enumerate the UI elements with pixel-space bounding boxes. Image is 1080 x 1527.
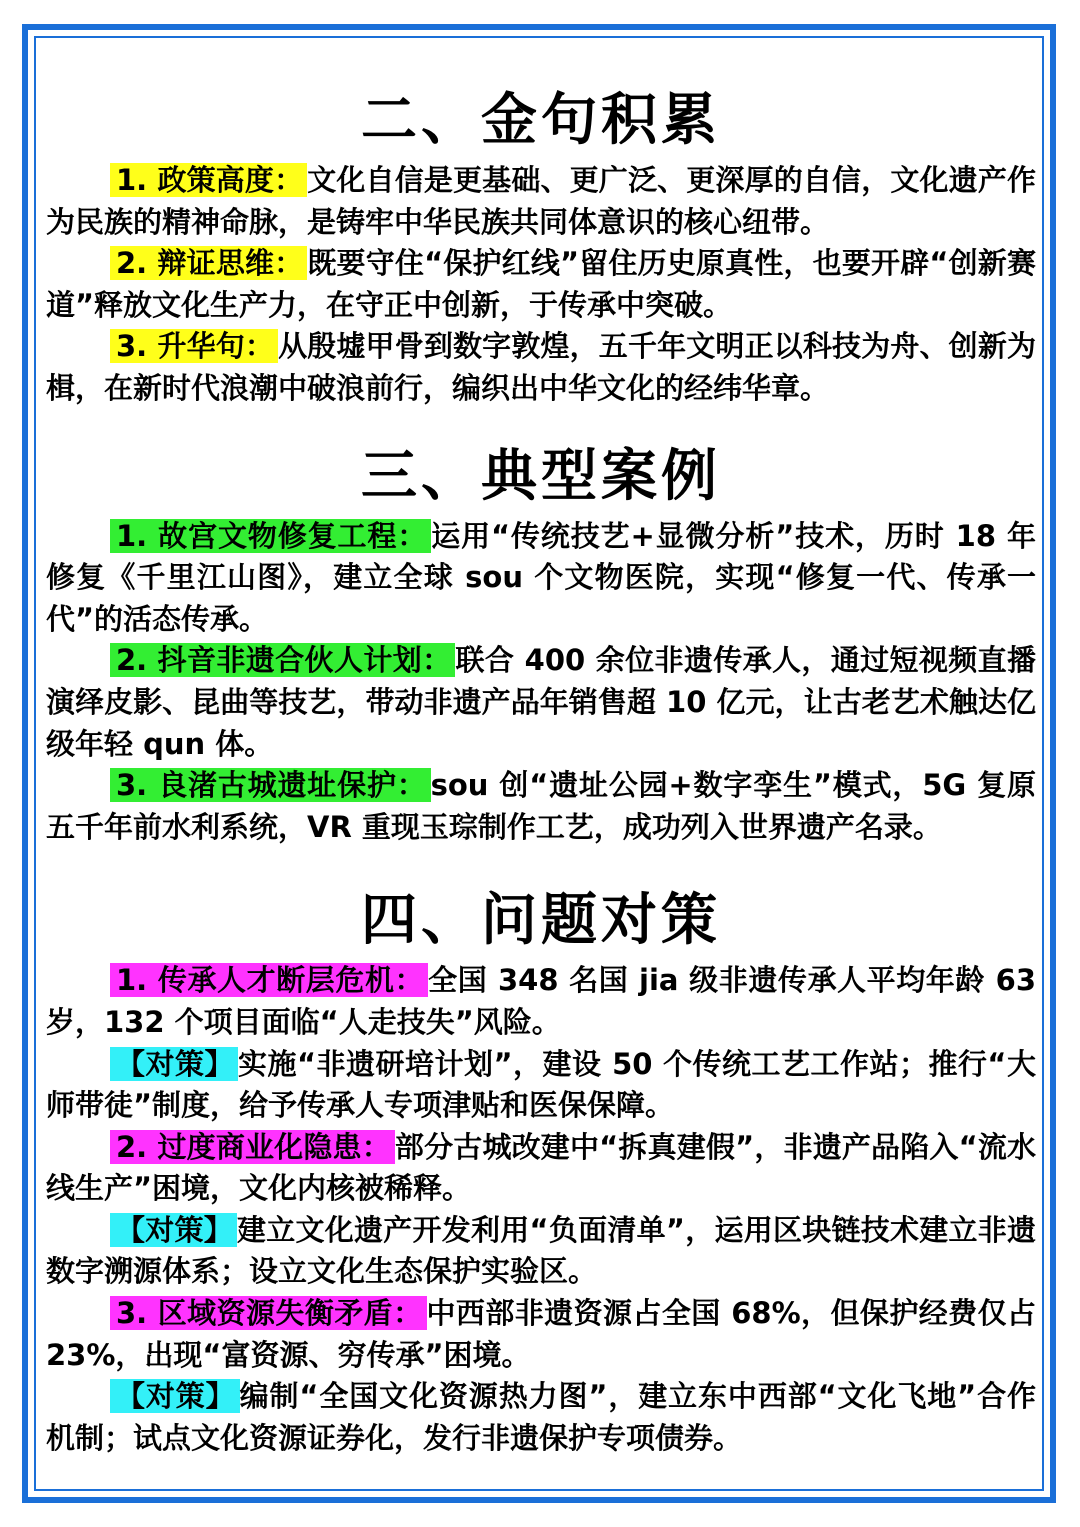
paragraph [46,1044,1036,1127]
section-title: 三、典型案例 [361,442,721,509]
section-title: 二、金句积累 [361,87,721,153]
highlight-label: 2. 辩证思维： [110,246,307,280]
paragraph-text: 运用“传统技艺+显微分析”技术，历时 18 年修复《千里江山图》，建立全球 sou 个文物医院，实现“修复一代、传承一代”的活态传承。 [46,518,1036,636]
highlight-label: 1. 传承人才断层危机： [110,963,428,997]
section-golden-sentences [46,80,1036,410]
paragraph-text: 从殷墟甲骨到数字敦煌，五千年文明正以科技为舟、创新为楫，在新时代浪潮中破浪前行，编织出中华文化的经纬华章。 [46,329,1036,405]
highlight-label: 2. 抖音非遗合伙人计划： [110,643,455,677]
paragraph-text: 部分古城改建中“拆真建假”，非遗产品陷入“流水线生产”困境，文化内核被稀释。 [46,1129,1037,1206]
paragraph-text: 全国 348 名国 jia 级非遗传承人平均年龄 63 岁，132 个项目面临“人走技失”风险。 [46,963,1037,1039]
paragraph-text: 既要守住“保护红线”留住历史原真性，也要开辟“创新赛道”释放文化生产力，在守正中创新，于传承中突破。 [46,246,1036,322]
highlight-label: 3. 区域资源失衡矛盾： [110,1296,427,1330]
paragraph-text: 建立文化遗产开发利用“负面清单”，运用区块链技术建立非遗数字溯源体系；设立文化生态保护实验区。 [46,1212,1036,1289]
paragraph [46,160,1036,243]
highlight-label: 1. 政策高度： [110,163,307,197]
paragraph [46,516,1036,641]
paragraph [46,1293,1036,1376]
highlight-label: 3. 升华句： [110,329,278,363]
paragraph [46,640,1036,765]
section-typical-cases [46,436,1036,849]
paragraph [46,960,1036,1043]
paragraph-text: 中西部非遗资源占全国 68%，但保护经费仅占 23%，出现“富资源、穷传承”困境。 [46,1296,1036,1372]
paragraph [46,1376,1036,1459]
paragraph-text: 联合 400 余位非遗传承人，通过短视频直播演绎皮影、昆曲等技艺，带动非遗产品年销售超 10 亿元，让古老艺术触达亿级年轻 qun 体。 [46,643,1036,761]
highlight-label: 3. 良渚古城遗址保护： [110,768,431,802]
paragraph [46,243,1036,326]
section-title: 四、问题对策 [361,887,721,954]
highlight-label: 1. 故宫文物修复工程： [110,519,431,553]
paragraph-text: 编制“全国文化资源热力图”，建立东中西部“文化飞地”合作机制；试点文化资源证券化，发行非遗保护专项债券。 [46,1379,1036,1455]
paragraph [46,1127,1036,1210]
paragraph [46,1210,1036,1293]
countermeasure-label: 【对策】 [110,1213,237,1247]
document-body [46,80,1036,1459]
highlight-label: 2. 过度商业化隐患： [110,1130,395,1164]
countermeasure-label: 【对策】 [110,1047,238,1081]
paragraph [46,765,1036,848]
paragraph-text: sou 创“遗址公园+数字孪生”模式，5G 复原五千年前水利系统，VR 重现玉琮制作工艺，成功列入世界遗产名录。 [46,768,1036,844]
section-problems-solutions [46,880,1036,1459]
paragraph-text: 文化自信是更基础、更广泛、更深厚的自信，文化遗产作为民族的精神命脉，是铸牢中华民族共同体意识的核心纽带。 [46,163,1036,239]
paragraph-text: 实施“非遗研培计划”，建设 50 个传统工艺工作站；推行“大师带徒”制度，给予传承人专项津贴和医保保障。 [46,1046,1036,1123]
paragraph [46,326,1036,409]
countermeasure-label: 【对策】 [110,1379,240,1413]
